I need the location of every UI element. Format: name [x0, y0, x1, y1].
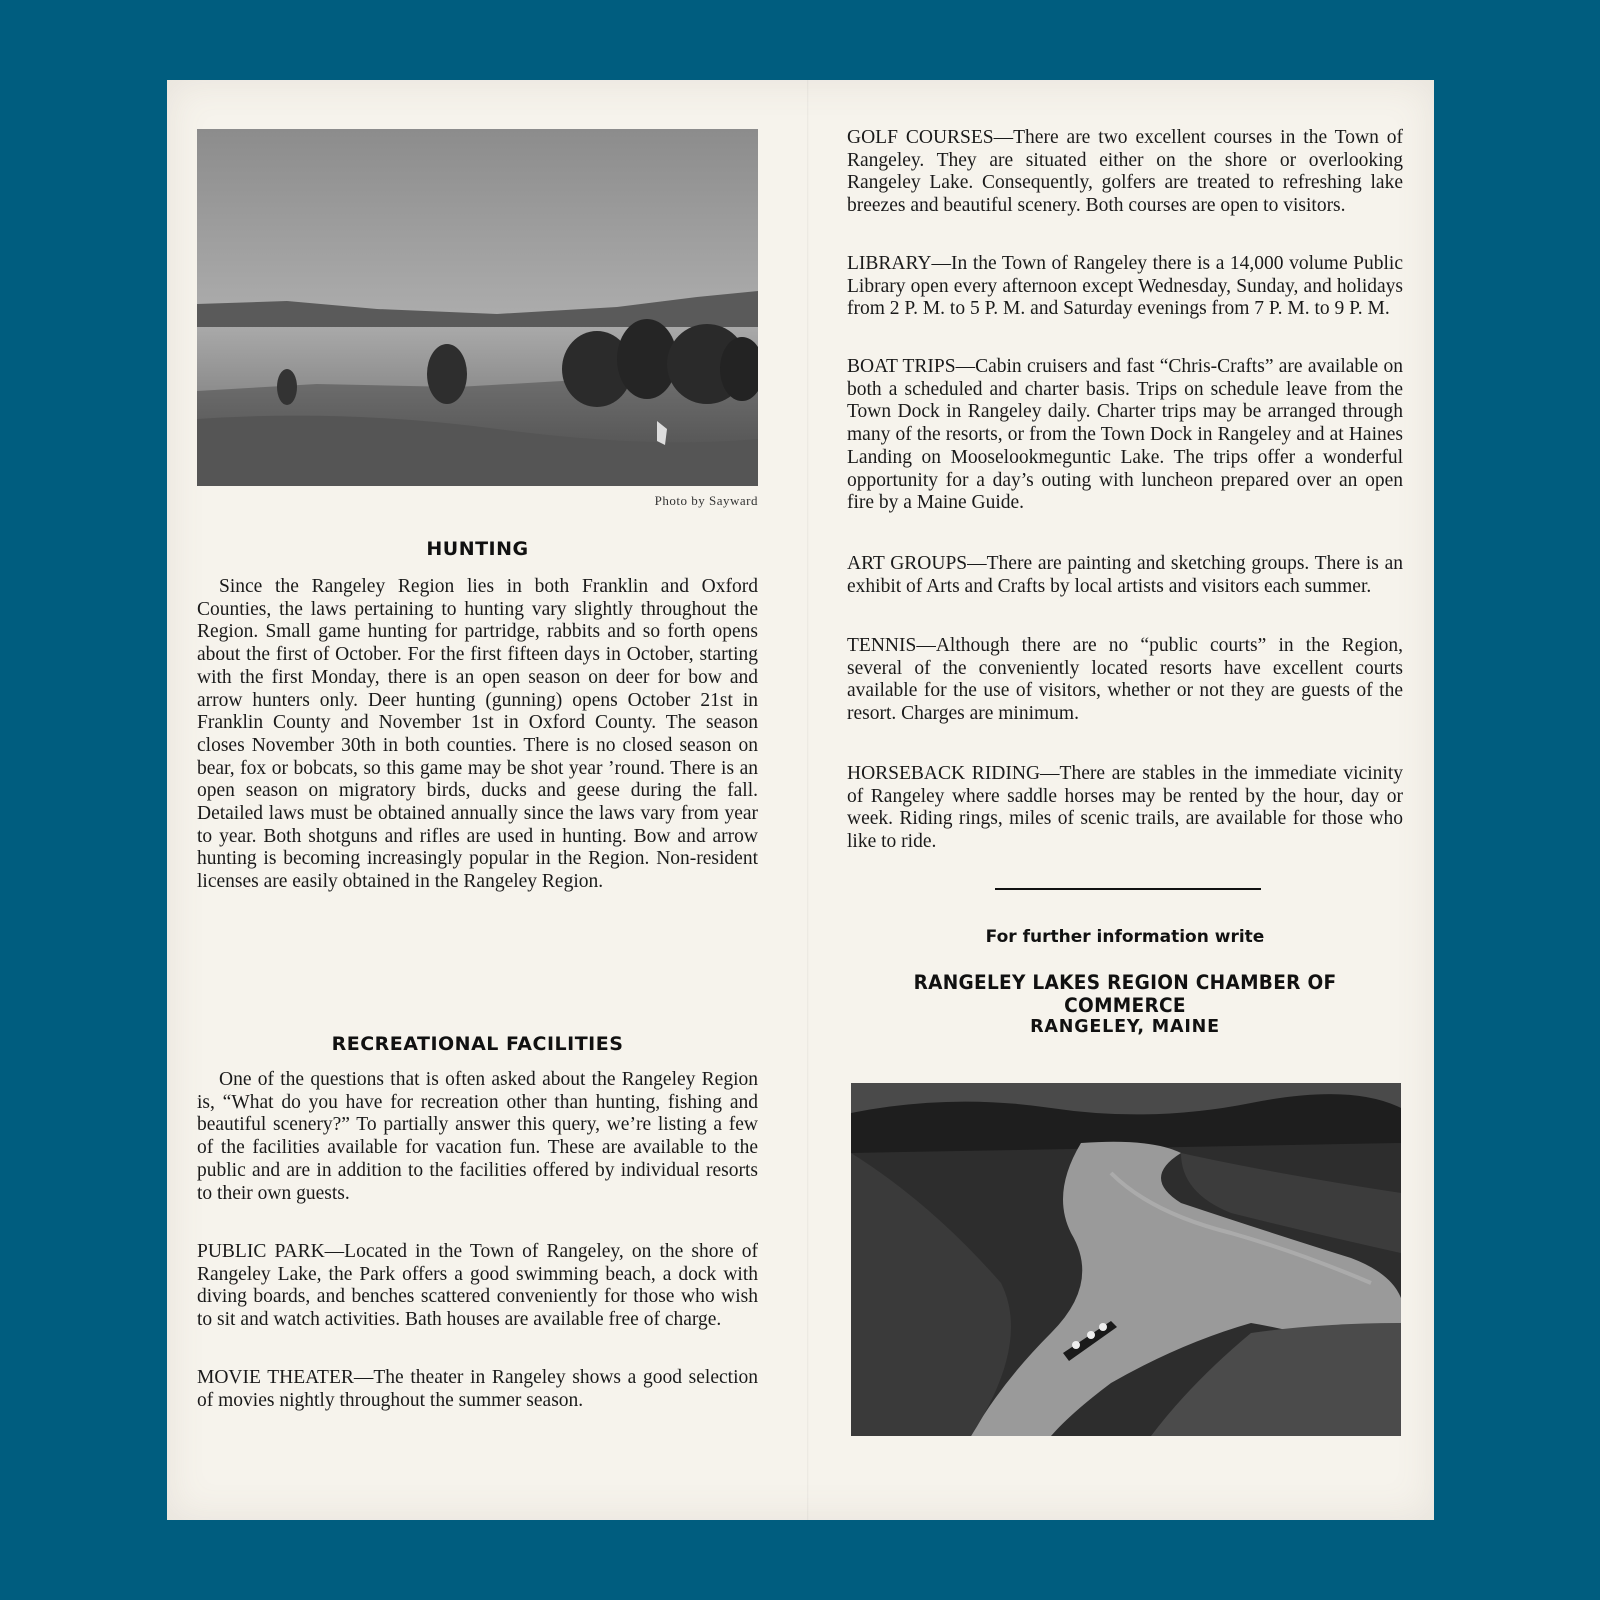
center-fold — [807, 80, 809, 1520]
lake-landscape-photo — [197, 129, 758, 486]
horseback-riding-paragraph: HORSEBACK RIDING—There are stables in the immediate vicinity of Rangeley where saddle horses may be rented by the hour, day or week. Riding rings, miles of scenic trails, are available for those who like to ride. — [847, 763, 1403, 853]
library-paragraph: LIBRARY—In the Town of Rangeley there is a 14,000 volume Public Library open every afternoon except Wednesday, Sunday, and holidays from 2 P. M. to 5 P. M. and Saturday evenings from 7 P. M. to 9 P. M. — [847, 253, 1403, 320]
boat-trips-paragraph: BOAT TRIPS—Cabin cruisers and fast “Chris-Crafts” are available on both a scheduled and charter basis. Trips on schedule leave from the Town Dock in Rangeley daily. Charter trips may be arranged through many of the resorts, or from the Town Dock in Rangeley and at Haines Landing on Mooselookmeguntic Lake. The trips offer a wonderful opportunity for a day’s outing with luncheon prepared over an open fire by a Maine Guide. — [847, 356, 1403, 514]
recreational-facilities-heading: RECREATIONAL FACILITIES — [331, 1033, 624, 1055]
brochure-page — [167, 80, 1434, 1520]
recreation-intro-paragraph: One of the questions that is often asked about the Rangeley Region is, “What do you have for recreation other than hunting, fishing and beautiful scenery?” To partially answer this query, we’re listing a few of the facilities available for vacation fun. These are available to the public and are in addition to the facilities offered by individual resorts to their own guests. — [197, 1069, 758, 1204]
hunting-heading: HUNTING — [426, 538, 529, 560]
left-column — [197, 80, 758, 1520]
tennis-paragraph: TENNIS—Although there are no “public courts” in the Region, several of the conveniently located resorts have excellent courts available for the use of visitors, whether or not they are guests of the resort. Charges are minimum. — [847, 635, 1403, 725]
art-groups-paragraph: ART GROUPS—There are painting and sketching groups. There is an exhibit of Arts and Crafts by local artists and visitors each summer. — [847, 553, 1403, 597]
public-park-paragraph: PUBLIC PARK—Located in the Town of Rangeley, on the shore of Rangeley Lake, the Park offers a good swimming beach, a dock with diving boards, and benches scattered conveniently for those who wish to sit and watch activities. Bath houses are available free of charge. — [197, 1241, 758, 1331]
chamber-of-commerce-name: RANGELEY LAKES REGION CHAMBER OF COMMERCE — [913, 971, 1337, 1017]
contact-location: RANGELEY, MAINE — [1030, 1017, 1220, 1037]
divider-rule — [995, 888, 1261, 890]
hunting-paragraph: Since the Rangeley Region lies in both Franklin and Oxford Counties, the laws pertaining to hunting vary slightly throughout the Region. Small game hunting for partridge, rabbits and so forth opens about the first of October. For the first fifteen days in October, starting with the first Monday, there is an open season on deer for bow and arrow hunters only. Deer hunting (gunning) opens October 21st in Franklin County and November 1st in Oxford County. The season closes November 30th in both counties. There is no closed season on bear, fox or bobcats, so this game may be shot year ’round. There is an open season on migratory birds, ducks and geese during the fall. Detailed laws must be obtained annually since the laws vary from year to year. Both shotguns and rifles are used in hunting. Bow and arrow hunting is becoming increasingly popular in the Region. Non-resident licenses are easily obtained in the Rangeley Region. — [197, 576, 758, 893]
contact-prompt: For further information write — [985, 927, 1265, 947]
golf-courses-paragraph: GOLF COURSES—There are two excellent courses in the Town of Rangeley. They are situated either on the shore or overlooking Rangeley Lake. Consequently, golfers are treated to refreshing lake breezes and beautiful scenery. Both courses are open to visitors. — [847, 127, 1403, 217]
movie-theater-paragraph: MOVIE THEATER—The theater in Rangeley shows a good selection of movies nightly throughout the summer season. — [197, 1367, 758, 1411]
photo-caption: Photo by Sayward — [654, 493, 758, 508]
right-column — [847, 80, 1403, 1520]
river-canoe-photo — [851, 1083, 1401, 1436]
